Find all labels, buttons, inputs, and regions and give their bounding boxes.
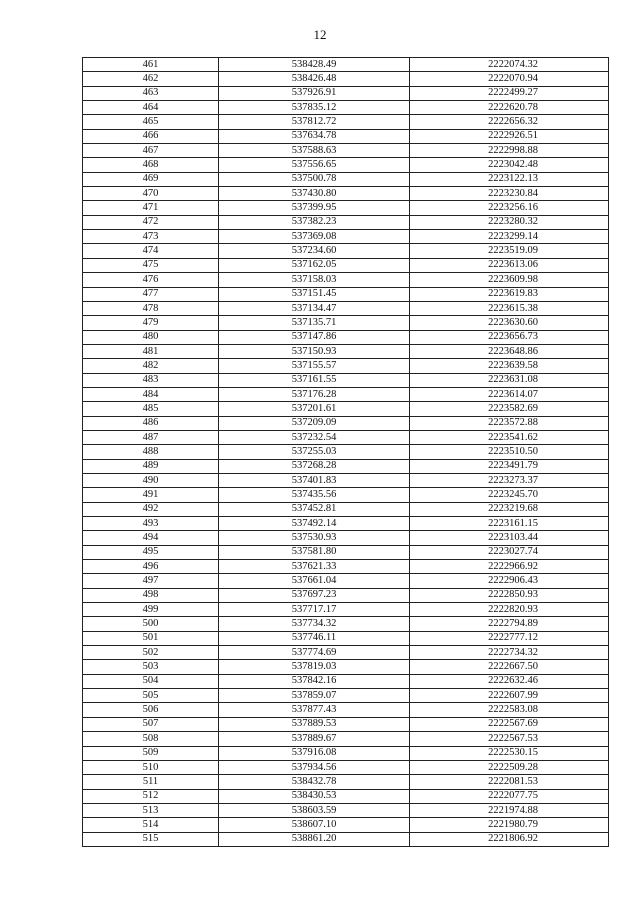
y-coordinate-cell: 2222499.27 — [410, 86, 609, 100]
y-coordinate-cell: 2222509.28 — [410, 760, 609, 774]
y-coordinate-cell: 2222906.43 — [410, 574, 609, 588]
point-number-cell: 470 — [83, 187, 219, 201]
point-number-cell: 484 — [83, 387, 219, 401]
point-number-cell: 502 — [83, 646, 219, 660]
x-coordinate-cell: 537435.56 — [219, 488, 410, 502]
x-coordinate-cell: 538607.10 — [219, 818, 410, 832]
x-coordinate-cell: 537500.78 — [219, 172, 410, 186]
point-number-cell: 504 — [83, 674, 219, 688]
x-coordinate-cell: 537934.56 — [219, 760, 410, 774]
point-number-cell: 498 — [83, 588, 219, 602]
y-coordinate-cell: 2223572.88 — [410, 416, 609, 430]
table-row — [83, 603, 609, 617]
table-row — [83, 258, 609, 272]
point-number-cell: 493 — [83, 517, 219, 531]
table-row — [83, 803, 609, 817]
point-number-cell: 485 — [83, 402, 219, 416]
table-row — [83, 187, 609, 201]
x-coordinate-cell: 537401.83 — [219, 473, 410, 487]
point-number-cell: 511 — [83, 775, 219, 789]
table-row — [83, 402, 609, 416]
y-coordinate-cell: 2223273.37 — [410, 473, 609, 487]
point-number-cell: 469 — [83, 172, 219, 186]
x-coordinate-cell: 537147.86 — [219, 330, 410, 344]
point-number-cell: 489 — [83, 459, 219, 473]
y-coordinate-cell: 2222667.50 — [410, 660, 609, 674]
point-number-cell: 494 — [83, 531, 219, 545]
x-coordinate-cell: 537234.60 — [219, 244, 410, 258]
y-coordinate-cell: 2222077.75 — [410, 789, 609, 803]
point-number-cell: 474 — [83, 244, 219, 258]
y-coordinate-cell: 2221980.79 — [410, 818, 609, 832]
table-row — [83, 287, 609, 301]
y-coordinate-cell: 2221974.88 — [410, 803, 609, 817]
x-coordinate-cell: 537774.69 — [219, 646, 410, 660]
table-row — [83, 775, 609, 789]
point-number-cell: 482 — [83, 359, 219, 373]
y-coordinate-cell: 2222607.99 — [410, 689, 609, 703]
point-number-cell: 507 — [83, 717, 219, 731]
coordinates-table — [82, 57, 609, 847]
table-row — [83, 101, 609, 115]
y-coordinate-cell: 2222070.94 — [410, 72, 609, 86]
x-coordinate-cell: 537926.91 — [219, 86, 410, 100]
y-coordinate-cell: 2222530.15 — [410, 746, 609, 760]
y-coordinate-cell: 2222567.69 — [410, 717, 609, 731]
table-row — [83, 574, 609, 588]
x-coordinate-cell: 538426.48 — [219, 72, 410, 86]
y-coordinate-cell: 2223103.44 — [410, 531, 609, 545]
y-coordinate-cell: 2221806.92 — [410, 832, 609, 846]
y-coordinate-cell: 2223519.09 — [410, 244, 609, 258]
x-coordinate-cell: 537150.93 — [219, 344, 410, 358]
x-coordinate-cell: 537634.78 — [219, 129, 410, 143]
x-coordinate-cell: 537382.23 — [219, 215, 410, 229]
point-number-cell: 509 — [83, 746, 219, 760]
point-number-cell: 499 — [83, 603, 219, 617]
table-row — [83, 560, 609, 574]
y-coordinate-cell: 2222926.51 — [410, 129, 609, 143]
point-number-cell: 481 — [83, 344, 219, 358]
x-coordinate-cell: 537255.03 — [219, 445, 410, 459]
table-row — [83, 359, 609, 373]
table-row — [83, 115, 609, 129]
y-coordinate-cell: 2223491.79 — [410, 459, 609, 473]
y-coordinate-cell: 2222632.46 — [410, 674, 609, 688]
table-row — [83, 674, 609, 688]
point-number-cell: 492 — [83, 502, 219, 516]
y-coordinate-cell: 2222074.32 — [410, 58, 609, 72]
y-coordinate-cell: 2223219.68 — [410, 502, 609, 516]
x-coordinate-cell: 537835.12 — [219, 101, 410, 115]
point-number-cell: 510 — [83, 760, 219, 774]
table-row — [83, 330, 609, 344]
x-coordinate-cell: 537155.57 — [219, 359, 410, 373]
y-coordinate-cell: 2222998.88 — [410, 144, 609, 158]
point-number-cell: 477 — [83, 287, 219, 301]
point-number-cell: 490 — [83, 473, 219, 487]
point-number-cell: 491 — [83, 488, 219, 502]
point-number-cell: 465 — [83, 115, 219, 129]
x-coordinate-cell: 537452.81 — [219, 502, 410, 516]
table-row — [83, 301, 609, 315]
x-coordinate-cell: 538603.59 — [219, 803, 410, 817]
x-coordinate-cell: 537530.93 — [219, 531, 410, 545]
y-coordinate-cell: 2223245.70 — [410, 488, 609, 502]
point-number-cell: 483 — [83, 373, 219, 387]
y-coordinate-cell: 2223510.50 — [410, 445, 609, 459]
table-row — [83, 531, 609, 545]
y-coordinate-cell: 2222734.32 — [410, 646, 609, 660]
y-coordinate-cell: 2222620.78 — [410, 101, 609, 115]
y-coordinate-cell: 2223631.08 — [410, 373, 609, 387]
x-coordinate-cell: 537134.47 — [219, 301, 410, 315]
coordinates-table-body — [83, 58, 609, 847]
table-row — [83, 703, 609, 717]
point-number-cell: 468 — [83, 158, 219, 172]
point-number-cell: 505 — [83, 689, 219, 703]
table-row — [83, 631, 609, 645]
x-coordinate-cell: 537430.80 — [219, 187, 410, 201]
x-coordinate-cell: 537889.53 — [219, 717, 410, 731]
x-coordinate-cell: 537492.14 — [219, 517, 410, 531]
y-coordinate-cell: 2223280.32 — [410, 215, 609, 229]
table-row — [83, 72, 609, 86]
point-number-cell: 463 — [83, 86, 219, 100]
y-coordinate-cell: 2223299.14 — [410, 230, 609, 244]
point-number-cell: 462 — [83, 72, 219, 86]
x-coordinate-cell: 537819.03 — [219, 660, 410, 674]
x-coordinate-cell: 537877.43 — [219, 703, 410, 717]
y-coordinate-cell: 2222567.53 — [410, 732, 609, 746]
point-number-cell: 495 — [83, 545, 219, 559]
point-number-cell: 464 — [83, 101, 219, 115]
x-coordinate-cell: 537734.32 — [219, 617, 410, 631]
table-row — [83, 144, 609, 158]
table-row — [83, 488, 609, 502]
y-coordinate-cell: 2223161.15 — [410, 517, 609, 531]
table-row — [83, 646, 609, 660]
x-coordinate-cell: 537162.05 — [219, 258, 410, 272]
table-row — [83, 588, 609, 602]
table-row — [83, 545, 609, 559]
x-coordinate-cell: 537916.08 — [219, 746, 410, 760]
x-coordinate-cell: 537176.28 — [219, 387, 410, 401]
table-row — [83, 273, 609, 287]
table-row — [83, 158, 609, 172]
y-coordinate-cell: 2223582.69 — [410, 402, 609, 416]
point-number-cell: 508 — [83, 732, 219, 746]
table-row — [83, 344, 609, 358]
point-number-cell: 473 — [83, 230, 219, 244]
table-row — [83, 689, 609, 703]
y-coordinate-cell: 2222656.32 — [410, 115, 609, 129]
point-number-cell: 514 — [83, 818, 219, 832]
y-coordinate-cell: 2223615.38 — [410, 301, 609, 315]
point-number-cell: 480 — [83, 330, 219, 344]
y-coordinate-cell: 2222081.53 — [410, 775, 609, 789]
x-coordinate-cell: 537209.09 — [219, 416, 410, 430]
table-row — [83, 416, 609, 430]
point-number-cell: 476 — [83, 273, 219, 287]
y-coordinate-cell: 2223656.73 — [410, 330, 609, 344]
table-row — [83, 732, 609, 746]
x-coordinate-cell: 537697.23 — [219, 588, 410, 602]
y-coordinate-cell: 2222583.08 — [410, 703, 609, 717]
point-number-cell: 488 — [83, 445, 219, 459]
table-row — [83, 129, 609, 143]
table-row — [83, 502, 609, 516]
x-coordinate-cell: 537135.71 — [219, 316, 410, 330]
table-row — [83, 445, 609, 459]
x-coordinate-cell: 537588.63 — [219, 144, 410, 158]
table-row — [83, 86, 609, 100]
point-number-cell: 487 — [83, 430, 219, 444]
point-number-cell: 500 — [83, 617, 219, 631]
table-row — [83, 660, 609, 674]
y-coordinate-cell: 2223648.86 — [410, 344, 609, 358]
point-number-cell: 512 — [83, 789, 219, 803]
x-coordinate-cell: 538428.49 — [219, 58, 410, 72]
y-coordinate-cell: 2223609.98 — [410, 273, 609, 287]
x-coordinate-cell: 537232.54 — [219, 430, 410, 444]
x-coordinate-cell: 537268.28 — [219, 459, 410, 473]
table-row — [83, 244, 609, 258]
y-coordinate-cell: 2223027.74 — [410, 545, 609, 559]
y-coordinate-cell: 2223619.83 — [410, 287, 609, 301]
x-coordinate-cell: 537158.03 — [219, 273, 410, 287]
x-coordinate-cell: 537151.45 — [219, 287, 410, 301]
point-number-cell: 461 — [83, 58, 219, 72]
x-coordinate-cell: 537399.95 — [219, 201, 410, 215]
point-number-cell: 466 — [83, 129, 219, 143]
x-coordinate-cell: 537661.04 — [219, 574, 410, 588]
x-coordinate-cell: 537201.61 — [219, 402, 410, 416]
table-row — [83, 789, 609, 803]
x-coordinate-cell: 537842.16 — [219, 674, 410, 688]
x-coordinate-cell: 537161.55 — [219, 373, 410, 387]
table-row — [83, 387, 609, 401]
x-coordinate-cell: 537717.17 — [219, 603, 410, 617]
x-coordinate-cell: 538432.78 — [219, 775, 410, 789]
point-number-cell: 515 — [83, 832, 219, 846]
y-coordinate-cell: 2222820.93 — [410, 603, 609, 617]
table-row — [83, 459, 609, 473]
table-row — [83, 818, 609, 832]
point-number-cell: 503 — [83, 660, 219, 674]
point-number-cell: 471 — [83, 201, 219, 215]
point-number-cell: 479 — [83, 316, 219, 330]
point-number-cell: 513 — [83, 803, 219, 817]
y-coordinate-cell: 2223256.16 — [410, 201, 609, 215]
y-coordinate-cell: 2222777.12 — [410, 631, 609, 645]
x-coordinate-cell: 537812.72 — [219, 115, 410, 129]
x-coordinate-cell: 537369.08 — [219, 230, 410, 244]
x-coordinate-cell: 538430.53 — [219, 789, 410, 803]
table-row — [83, 832, 609, 846]
table-row — [83, 373, 609, 387]
y-coordinate-cell: 2222966.92 — [410, 560, 609, 574]
x-coordinate-cell: 537859.07 — [219, 689, 410, 703]
point-number-cell: 501 — [83, 631, 219, 645]
table-row — [83, 172, 609, 186]
table-row — [83, 316, 609, 330]
table-row — [83, 473, 609, 487]
y-coordinate-cell: 2223613.06 — [410, 258, 609, 272]
y-coordinate-cell: 2223639.58 — [410, 359, 609, 373]
x-coordinate-cell: 537556.65 — [219, 158, 410, 172]
x-coordinate-cell: 537889.67 — [219, 732, 410, 746]
point-number-cell: 486 — [83, 416, 219, 430]
x-coordinate-cell: 538861.20 — [219, 832, 410, 846]
table-row — [83, 717, 609, 731]
y-coordinate-cell: 2222850.93 — [410, 588, 609, 602]
table-row — [83, 230, 609, 244]
table-row — [83, 760, 609, 774]
y-coordinate-cell: 2223630.60 — [410, 316, 609, 330]
point-number-cell: 497 — [83, 574, 219, 588]
y-coordinate-cell: 2222794.89 — [410, 617, 609, 631]
table-row — [83, 201, 609, 215]
x-coordinate-cell: 537746.11 — [219, 631, 410, 645]
table-row — [83, 215, 609, 229]
table-row — [83, 430, 609, 444]
y-coordinate-cell: 2223541.62 — [410, 430, 609, 444]
y-coordinate-cell: 2223230.84 — [410, 187, 609, 201]
y-coordinate-cell: 2223122.13 — [410, 172, 609, 186]
point-number-cell: 478 — [83, 301, 219, 315]
y-coordinate-cell: 2223614.07 — [410, 387, 609, 401]
x-coordinate-cell: 537621.33 — [219, 560, 410, 574]
y-coordinate-cell: 2223042.48 — [410, 158, 609, 172]
table-row — [83, 517, 609, 531]
table-row — [83, 617, 609, 631]
point-number-cell: 472 — [83, 215, 219, 229]
x-coordinate-cell: 537581.80 — [219, 545, 410, 559]
page-number: 12 — [313, 27, 327, 42]
point-number-cell: 496 — [83, 560, 219, 574]
point-number-cell: 506 — [83, 703, 219, 717]
point-number-cell: 475 — [83, 258, 219, 272]
table-row — [83, 746, 609, 760]
point-number-cell: 467 — [83, 144, 219, 158]
table-row — [83, 58, 609, 72]
